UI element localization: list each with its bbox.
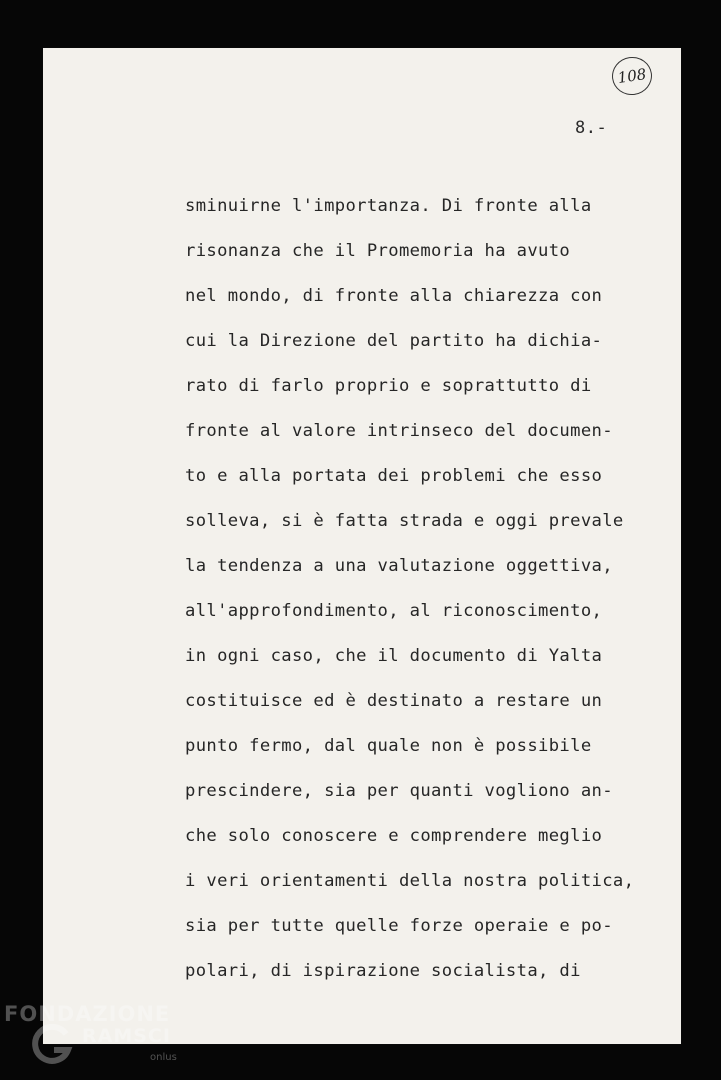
watermark-line1: FONDAZIONE — [4, 1002, 171, 1026]
text-line: solleva, si è fatta strada e oggi prevale — [185, 511, 624, 531]
text-line: sia per tutte quelle forze operaie e po- — [185, 916, 613, 936]
typed-text-body — [185, 184, 634, 994]
text-line: la tendenza a una valutazione oggettiva, — [185, 556, 613, 576]
text-line: cui la Direzione del partito ha dichia- — [185, 331, 603, 351]
text-line: risonanza che il Promemoria ha avuto — [185, 241, 571, 261]
text-line: prescindere, sia per quanti vogliono an- — [185, 781, 613, 801]
text-line: punto fermo, dal quale non è possibile — [185, 736, 592, 756]
text-line: costituisce ed è destinato a restare un — [185, 691, 603, 711]
watermark-line2: RAMSCI — [82, 1025, 171, 1047]
text-line: che solo conoscere e comprendere meglio — [185, 826, 603, 846]
text-line: fronte al valore intrinseco del documen- — [185, 421, 613, 441]
gramsci-g-logo-icon — [30, 1024, 74, 1068]
fondazione-gramsci-watermark — [4, 1000, 194, 1076]
page-number: 8.- — [575, 118, 608, 138]
text-line: rato di farlo proprio e soprattutto di — [185, 376, 592, 396]
text-line: in ogni caso, che il documento di Yalta — [185, 646, 603, 666]
text-line: nel mondo, di fronte alla chiarezza con — [185, 286, 603, 306]
text-line: polari, di ispirazione socialista, di — [185, 961, 581, 981]
text-line: all'approfondimento, al riconoscimento, — [185, 601, 603, 621]
watermark-line3: onlus — [150, 1052, 177, 1063]
text-line: to e alla portata dei problemi che esso — [185, 466, 603, 486]
text-line: i veri orientamenti della nostra politica, — [185, 871, 635, 891]
text-line: sminuirne l'importanza. Di fronte alla — [185, 196, 592, 216]
archive-number: 108 — [616, 65, 648, 87]
